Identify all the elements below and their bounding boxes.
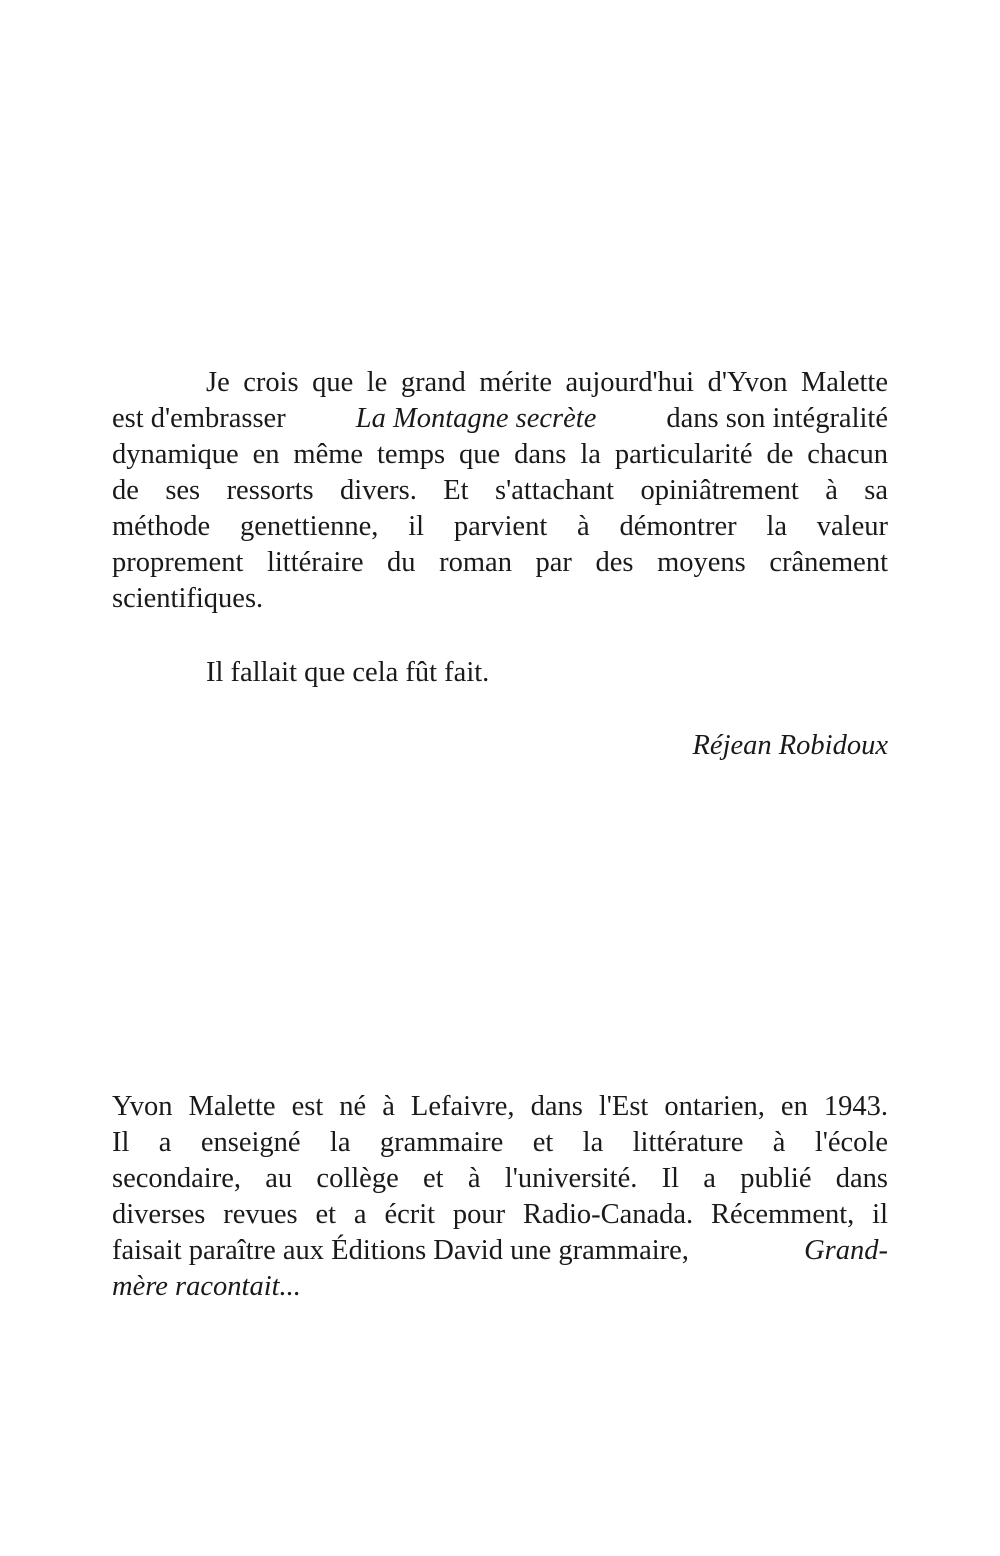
preface-line-4: de ses ressorts divers. Et s'attachant opiniâtrement à sa [112,475,888,506]
author-biography [112,1089,888,1305]
preface-line-1: Je crois que le grand mérite aujourd'hui d'Yvon Malette [206,367,888,398]
preface-line-6: proprement littéraire du roman par des moyens crânement [112,547,888,578]
grammar-title-part-1: Grand- [804,1235,888,1266]
grammar-title-part-2: mère racontait... [112,1271,301,1302]
signature: Réjean Robidoux [692,730,888,761]
bio-line-3: secondaire, au collège et à l'université. Il a publié dans [112,1163,888,1194]
book-title: La Montagne secrète [355,403,597,434]
preface-closing [112,655,888,691]
bio-line-1: Yvon Malette est né à Lefaivre, dans l'Est ontarien, en 1943. [112,1091,888,1122]
bio-line-5 [112,1233,888,1269]
signature-block [112,728,888,764]
bio-line-4: diverses revues et a écrit pour Radio-Canada. Récemment, il [112,1199,888,1230]
preface-line-2 [112,401,888,437]
preface-line-7: scientifiques. [112,583,264,614]
closing-sentence: Il fallait que cela fût fait. [206,657,490,688]
preface-line-3: dynamique en même temps que dans la particularité de chacun [112,439,888,470]
preface-line-2-start: est d'embrasser [112,403,286,434]
bio-line-5-text: faisait paraître aux Éditions David une grammaire, [112,1235,689,1266]
preface-line-2-end: dans son intégralité [666,403,888,434]
preface-line-5: méthode genettienne, il parvient à démontrer la valeur [112,511,888,542]
bio-line-2: Il a enseigné la grammaire et la littérature à l'école [112,1127,888,1158]
preface-paragraph [112,365,888,617]
